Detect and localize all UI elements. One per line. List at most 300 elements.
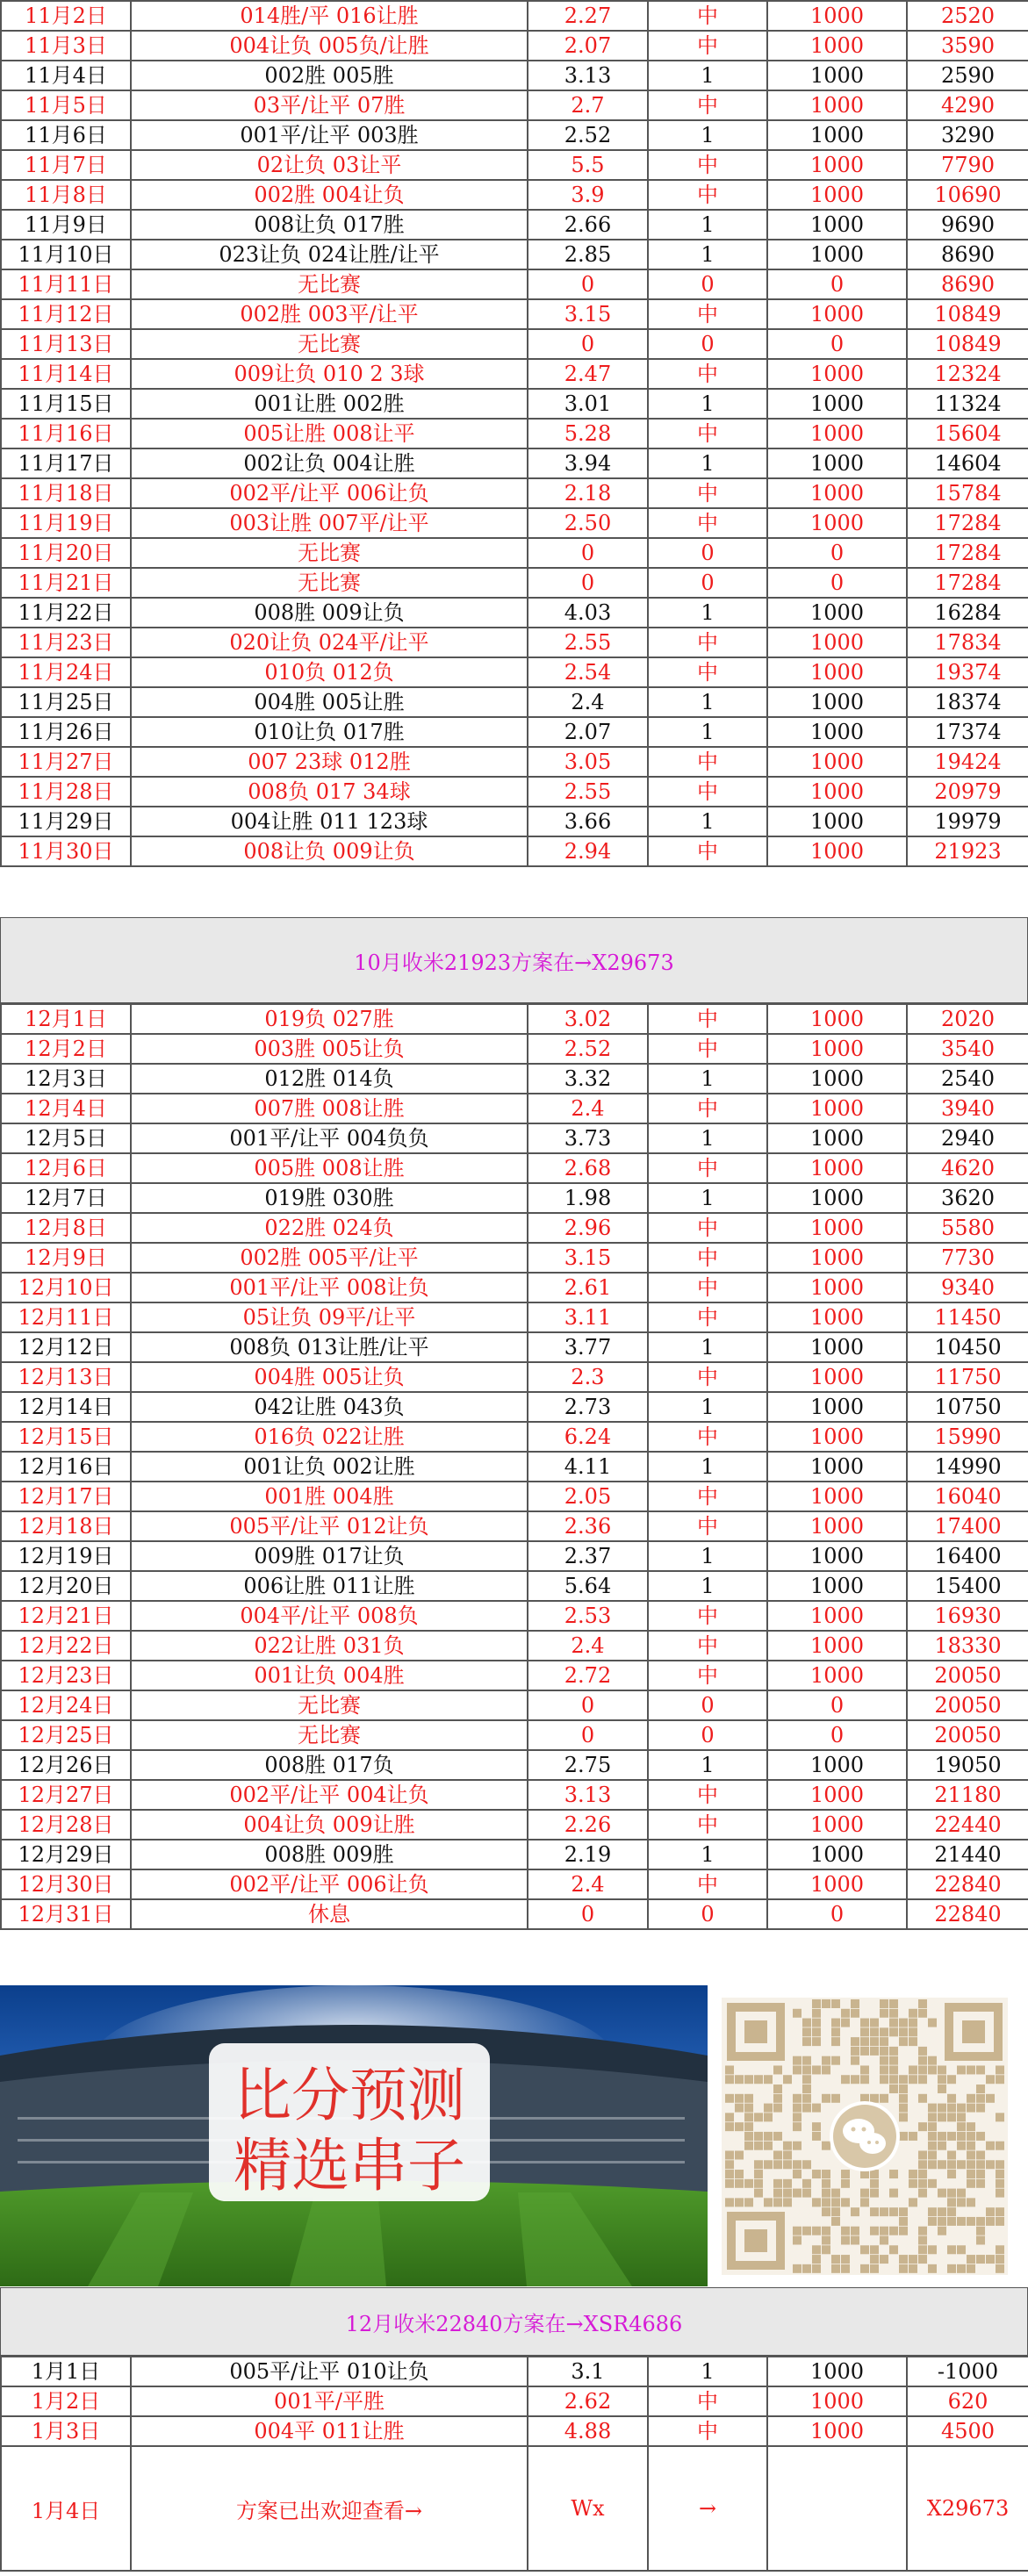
cell-total: 18330 [907, 1631, 1028, 1661]
cell-total: 22840 [907, 1869, 1028, 1899]
table-row [1, 61, 1028, 90]
december-table [0, 1003, 1028, 1930]
cell-odds: 2.4 [528, 1631, 648, 1661]
cell-odds: 3.66 [528, 807, 648, 836]
cell-stake: 1000 [767, 1780, 907, 1810]
cell-stake: 1000 [767, 448, 907, 478]
table-row [1, 1213, 1028, 1243]
cell-pick: 008让负 009让负 [131, 836, 528, 866]
cell-date: 11月23日 [1, 628, 131, 657]
cell-result: 1 [648, 448, 767, 478]
cell-pick: 002胜 003平/让平 [131, 299, 528, 329]
table-row [1, 299, 1028, 329]
cell-odds: 2.68 [528, 1153, 648, 1183]
cell-result: 中 [648, 2416, 767, 2446]
cell-pick: 004让负 005负/让胜 [131, 31, 528, 61]
cell-stake: 1000 [767, 1392, 907, 1422]
cell-odds: 2.66 [528, 210, 648, 240]
cell-date: 12月1日 [1, 1004, 131, 1034]
table-row [1, 1571, 1028, 1601]
cell-odds: 2.37 [528, 1541, 648, 1571]
table-row [1, 1153, 1028, 1183]
table-row [1, 31, 1028, 61]
cell-pick: 004让负 009让胜 [131, 1810, 528, 1840]
cell-result: 1 [648, 240, 767, 269]
cell-total: 7730 [907, 1243, 1028, 1273]
cell-total: 17400 [907, 1511, 1028, 1541]
cell-odds: 2.4 [528, 687, 648, 717]
cell-pick: 05让负 09平/让平 [131, 1302, 528, 1332]
cell-date: 11月15日 [1, 389, 131, 419]
cell-result: 0 [648, 538, 767, 568]
cell-result: 1 [648, 120, 767, 150]
cell-result: 中 [648, 836, 767, 866]
cell-pick: 002平/让平 006让负 [131, 1869, 528, 1899]
table-row [1, 538, 1028, 568]
cell-stake: 1000 [767, 31, 907, 61]
cell-date: 12月12日 [1, 1332, 131, 1362]
cell-date: 12月21日 [1, 1601, 131, 1631]
cell-pick: 005平/让平 012让负 [131, 1511, 528, 1541]
cell-odds: 5.28 [528, 419, 648, 448]
cell-date: 12月28日 [1, 1810, 131, 1840]
cell-total: 2590 [907, 61, 1028, 90]
cell-result: 1 [648, 389, 767, 419]
cell-stake: 1000 [767, 359, 907, 389]
cell-stake: 1000 [767, 478, 907, 508]
promo-banner [0, 1985, 1028, 2286]
cell-result: 中 [648, 1273, 767, 1302]
table-row [1, 1482, 1028, 1511]
cell-stake: 1000 [767, 1840, 907, 1869]
cell-date: 12月22日 [1, 1631, 131, 1661]
cell-result: 中 [648, 1302, 767, 1332]
cell-stake: 1000 [767, 1661, 907, 1690]
cell-odds: 2.07 [528, 717, 648, 747]
cell-stake: 1000 [767, 1810, 907, 1840]
cell-result: → [648, 2446, 767, 2571]
table-row [1, 1243, 1028, 1273]
cell-odds: 2.94 [528, 836, 648, 866]
cell-result: 中 [648, 1661, 767, 1690]
cell-result: 1 [648, 687, 767, 717]
cell-stake: 1000 [767, 1183, 907, 1213]
cell-date: 11月17日 [1, 448, 131, 478]
cell-total: 16284 [907, 598, 1028, 628]
cell-odds: 2.55 [528, 777, 648, 807]
cell-date: 12月11日 [1, 1302, 131, 1332]
cell-date: 11月14日 [1, 359, 131, 389]
cell-pick: 001胜 004胜 [131, 1482, 528, 1511]
cell-stake: 1000 [767, 240, 907, 269]
cell-date: 11月8日 [1, 180, 131, 210]
cell-stake: 1000 [767, 598, 907, 628]
cell-date: 11月27日 [1, 747, 131, 777]
cell-stake: 1000 [767, 747, 907, 777]
cell-stake: 1000 [767, 1422, 907, 1452]
cell-total: 2520 [907, 1, 1028, 31]
cell-date: 1月4日 [1, 2446, 131, 2571]
cell-date: 11月6日 [1, 120, 131, 150]
cell-total: 22840 [907, 1899, 1028, 1929]
cell-date: 11月3日 [1, 31, 131, 61]
table-row [1, 1661, 1028, 1690]
cell-odds: 3.32 [528, 1064, 648, 1094]
cell-odds: 5.5 [528, 150, 648, 180]
cell-date: 12月26日 [1, 1750, 131, 1780]
cell-pick: 004平/让平 008负 [131, 1601, 528, 1631]
cell-pick: 02让负 03让平 [131, 150, 528, 180]
cell-result: 1 [648, 1571, 767, 1601]
cell-date: 12月24日 [1, 1690, 131, 1720]
october-summary-text: 10月收米21923方案在→X29673 [354, 950, 674, 975]
cell-stake: 1000 [767, 1153, 907, 1183]
cell-result: 中 [648, 1511, 767, 1541]
table-row [1, 1183, 1028, 1213]
cell-total: X29673 [907, 2446, 1028, 2571]
table-row [1, 1690, 1028, 1720]
cell-result: 中 [648, 1362, 767, 1392]
table-row [1, 598, 1028, 628]
cell-pick: 009胜 017让负 [131, 1541, 528, 1571]
cell-total: 17284 [907, 568, 1028, 598]
cell-pick: 009让负 010 2 3球 [131, 359, 528, 389]
cell-result: 1 [648, 1183, 767, 1213]
cell-pick: 008胜 017负 [131, 1750, 528, 1780]
cell-pick: 004胜 005让胜 [131, 687, 528, 717]
cell-total: 15604 [907, 419, 1028, 448]
table-row [1, 1810, 1028, 1840]
table-row [1, 1899, 1028, 1929]
cell-date: 12月31日 [1, 1899, 131, 1929]
cell-date: 12月9日 [1, 1243, 131, 1273]
cell-odds: 3.13 [528, 1780, 648, 1810]
cell-stake: 1000 [767, 1631, 907, 1661]
cell-date: 12月2日 [1, 1034, 131, 1064]
cell-odds: 2.27 [528, 1, 648, 31]
cell-date: 12月29日 [1, 1840, 131, 1869]
cell-odds: 2.54 [528, 657, 648, 687]
cell-pick: 无比赛 [131, 538, 528, 568]
cell-pick: 004胜 005让负 [131, 1362, 528, 1392]
cell-result: 中 [648, 1153, 767, 1183]
stadium-image [0, 1985, 708, 2286]
cell-pick: 010负 012负 [131, 657, 528, 687]
cell-odds: 2.85 [528, 240, 648, 269]
cell-odds: 3.9 [528, 180, 648, 210]
cell-stake: 1000 [767, 419, 907, 448]
cell-result: 中 [648, 1004, 767, 1034]
cell-odds: 0 [528, 1899, 648, 1929]
cell-odds: 2.36 [528, 1511, 648, 1541]
cell-date: 12月13日 [1, 1362, 131, 1392]
cell-stake: 1000 [767, 2386, 907, 2416]
cell-total: 20050 [907, 1690, 1028, 1720]
table-row [1, 1392, 1028, 1422]
table-row [1, 120, 1028, 150]
cell-date: 12月14日 [1, 1392, 131, 1422]
cell-total: 18374 [907, 687, 1028, 717]
table-row [1, 568, 1028, 598]
table-row [1, 2446, 1028, 2571]
cell-stake [767, 2446, 907, 2571]
cell-odds: 2.52 [528, 120, 648, 150]
cell-odds: 2.52 [528, 1034, 648, 1064]
cell-total: 19979 [907, 807, 1028, 836]
cell-date: 11月16日 [1, 419, 131, 448]
cell-stake: 1000 [767, 2357, 907, 2386]
cell-total: 3620 [907, 1183, 1028, 1213]
cell-pick: 020让负 024平/让平 [131, 628, 528, 657]
cell-date: 11月19日 [1, 508, 131, 538]
cell-stake: 1000 [767, 1750, 907, 1780]
cell-pick: 001让负 002让胜 [131, 1452, 528, 1482]
cell-total: 22440 [907, 1810, 1028, 1840]
cell-odds: 3.02 [528, 1004, 648, 1034]
cell-total: -1000 [907, 2357, 1028, 2386]
cell-odds: 2.62 [528, 2386, 648, 2416]
cell-total: 5580 [907, 1213, 1028, 1243]
cell-total: 17284 [907, 538, 1028, 568]
cell-date: 12月18日 [1, 1511, 131, 1541]
cell-result: 中 [648, 508, 767, 538]
cell-pick: 016负 022让胜 [131, 1422, 528, 1452]
cell-pick: 022让胜 031负 [131, 1631, 528, 1661]
cell-total: 2540 [907, 1064, 1028, 1094]
table-row [1, 448, 1028, 478]
cell-stake: 1000 [767, 1869, 907, 1899]
november-table [0, 0, 1028, 867]
cell-stake: 1000 [767, 150, 907, 180]
cell-total: 15400 [907, 1571, 1028, 1601]
cell-odds: 4.03 [528, 598, 648, 628]
table-row [1, 1123, 1028, 1153]
cell-result: 1 [648, 1123, 767, 1153]
cell-total: 10750 [907, 1392, 1028, 1422]
cell-stake: 1000 [767, 807, 907, 836]
cell-result: 中 [648, 180, 767, 210]
cell-stake: 1000 [767, 1511, 907, 1541]
cell-result: 1 [648, 1541, 767, 1571]
table-row [1, 628, 1028, 657]
cell-odds: 3.13 [528, 61, 648, 90]
cell-total: 19424 [907, 747, 1028, 777]
cell-odds: 6.24 [528, 1422, 648, 1452]
banner-line1: 比分预测 [234, 2062, 465, 2129]
cell-odds: 3.94 [528, 448, 648, 478]
cell-stake: 1000 [767, 1, 907, 31]
cell-total: 16400 [907, 1541, 1028, 1571]
cell-pick: 005胜 008让胜 [131, 1153, 528, 1183]
cell-total: 2940 [907, 1123, 1028, 1153]
cell-odds: 2.61 [528, 1273, 648, 1302]
cell-stake: 1000 [767, 1362, 907, 1392]
cell-odds: 2.72 [528, 1661, 648, 1690]
cell-odds: 0 [528, 269, 648, 299]
cell-stake: 1000 [767, 2416, 907, 2446]
cell-pick: 019胜 030胜 [131, 1183, 528, 1213]
cell-date: 12月4日 [1, 1094, 131, 1123]
cell-stake: 1000 [767, 1302, 907, 1332]
cell-stake: 1000 [767, 389, 907, 419]
cell-date: 1月2日 [1, 2386, 131, 2416]
january-table [0, 2356, 1028, 2572]
cell-result: 中 [648, 150, 767, 180]
cell-pick: 无比赛 [131, 329, 528, 359]
cell-pick: 001平/让平 004负负 [131, 1123, 528, 1153]
cell-result: 0 [648, 1690, 767, 1720]
table-row [1, 389, 1028, 419]
cell-total: 9690 [907, 210, 1028, 240]
cell-total: 20050 [907, 1661, 1028, 1690]
table-row [1, 1362, 1028, 1392]
table-row [1, 1273, 1028, 1302]
october-summary [0, 917, 1028, 1003]
cell-result: 中 [648, 1780, 767, 1810]
table-row [1, 747, 1028, 777]
cell-odds: 0 [528, 1720, 648, 1750]
cell-result: 中 [648, 359, 767, 389]
table-row [1, 210, 1028, 240]
cell-date: 1月1日 [1, 2357, 131, 2386]
cell-stake: 1000 [767, 180, 907, 210]
table-row [1, 180, 1028, 210]
cell-result: 中 [648, 1, 767, 31]
cell-stake: 1000 [767, 1332, 907, 1362]
cell-date: 11月22日 [1, 598, 131, 628]
cell-odds: 2.96 [528, 1213, 648, 1243]
cell-odds: 2.75 [528, 1750, 648, 1780]
cell-result: 0 [648, 1899, 767, 1929]
cell-odds: 0 [528, 329, 648, 359]
cell-result: 中 [648, 1213, 767, 1243]
table-row [1, 1511, 1028, 1541]
table-row [1, 1302, 1028, 1332]
cell-pick: 002平/让平 004让负 [131, 1780, 528, 1810]
table-row [1, 657, 1028, 687]
cell-total: 20979 [907, 777, 1028, 807]
cell-date: 11月2日 [1, 1, 131, 31]
cell-stake: 0 [767, 269, 907, 299]
cell-odds: 2.47 [528, 359, 648, 389]
cell-total: 11750 [907, 1362, 1028, 1392]
cell-pick: 001平/平胜 [131, 2386, 528, 2416]
cell-odds: 3.05 [528, 747, 648, 777]
cell-date: 11月20日 [1, 538, 131, 568]
cell-total: 620 [907, 2386, 1028, 2416]
cell-odds: 3.01 [528, 389, 648, 419]
cell-odds: 4.11 [528, 1452, 648, 1482]
cell-pick: 001让胜 002胜 [131, 389, 528, 419]
cell-total: 21923 [907, 836, 1028, 866]
table-row [1, 777, 1028, 807]
cell-pick: 023让负 024让胜/让平 [131, 240, 528, 269]
cell-odds: 2.19 [528, 1840, 648, 1869]
cell-pick: 042让胜 043负 [131, 1392, 528, 1422]
cell-stake: 1000 [767, 657, 907, 687]
december-summary [0, 2287, 1028, 2356]
cell-result: 中 [648, 1034, 767, 1064]
cell-result: 1 [648, 61, 767, 90]
cell-date: 12月25日 [1, 1720, 131, 1750]
cell-stake: 1000 [767, 1094, 907, 1123]
cell-odds: 2.53 [528, 1601, 648, 1631]
cell-stake: 1000 [767, 61, 907, 90]
cell-total: 16930 [907, 1601, 1028, 1631]
cell-odds: 3.73 [528, 1123, 648, 1153]
table-row [1, 687, 1028, 717]
cell-stake: 1000 [767, 120, 907, 150]
cell-total: 4620 [907, 1153, 1028, 1183]
table-row [1, 1, 1028, 31]
cell-pick: 无比赛 [131, 269, 528, 299]
cell-result: 中 [648, 747, 767, 777]
cell-result: 1 [648, 807, 767, 836]
cell-total: 14604 [907, 448, 1028, 478]
cell-date: 11月30日 [1, 836, 131, 866]
cell-pick: 005平/让平 010让负 [131, 2357, 528, 2386]
cell-stake: 1000 [767, 1571, 907, 1601]
cell-pick: 002胜 005胜 [131, 61, 528, 90]
cell-pick: 022胜 024负 [131, 1213, 528, 1243]
cell-stake: 1000 [767, 1034, 907, 1064]
cell-stake: 1000 [767, 777, 907, 807]
cell-result: 中 [648, 628, 767, 657]
cell-odds: 2.55 [528, 628, 648, 657]
cell-date: 11月12日 [1, 299, 131, 329]
cell-odds: 2.05 [528, 1482, 648, 1511]
cell-pick: 019负 027胜 [131, 1004, 528, 1034]
banner-line2: 精选串子 [234, 2132, 465, 2199]
cell-result: 中 [648, 1482, 767, 1511]
cell-date: 12月16日 [1, 1452, 131, 1482]
cell-stake: 0 [767, 1899, 907, 1929]
cell-result: 中 [648, 1422, 767, 1452]
cell-stake: 1000 [767, 1064, 907, 1094]
table-row [1, 1094, 1028, 1123]
cell-stake: 1000 [767, 1482, 907, 1511]
cell-pick: 004平 011让胜 [131, 2416, 528, 2446]
cell-date: 11月5日 [1, 90, 131, 120]
cell-odds: 2.50 [528, 508, 648, 538]
cell-date: 11月21日 [1, 568, 131, 598]
cell-date: 11月10日 [1, 240, 131, 269]
cell-date: 11月11日 [1, 269, 131, 299]
cell-odds: 2.73 [528, 1392, 648, 1422]
cell-date: 12月7日 [1, 1183, 131, 1213]
table-row [1, 1452, 1028, 1482]
cell-pick: 007 23球 012胜 [131, 747, 528, 777]
cell-date: 12月23日 [1, 1661, 131, 1690]
cell-pick: 001平/让平 008让负 [131, 1273, 528, 1302]
cell-stake: 1000 [767, 1213, 907, 1243]
qr-code [722, 1998, 1008, 2275]
cell-date: 11月18日 [1, 478, 131, 508]
cell-date: 12月27日 [1, 1780, 131, 1810]
cell-result: 1 [648, 1840, 767, 1869]
wechat-icon [830, 2101, 900, 2171]
cell-result: 1 [648, 1750, 767, 1780]
cell-date: 12月3日 [1, 1064, 131, 1094]
cell-pick: 方案已出欢迎查看→ [131, 2446, 528, 2571]
cell-total: 3940 [907, 1094, 1028, 1123]
cell-date: 11月24日 [1, 657, 131, 687]
cell-date: 12月17日 [1, 1482, 131, 1511]
cell-result: 0 [648, 329, 767, 359]
cell-total: 11324 [907, 389, 1028, 419]
cell-total: 3290 [907, 120, 1028, 150]
cell-stake: 1000 [767, 299, 907, 329]
